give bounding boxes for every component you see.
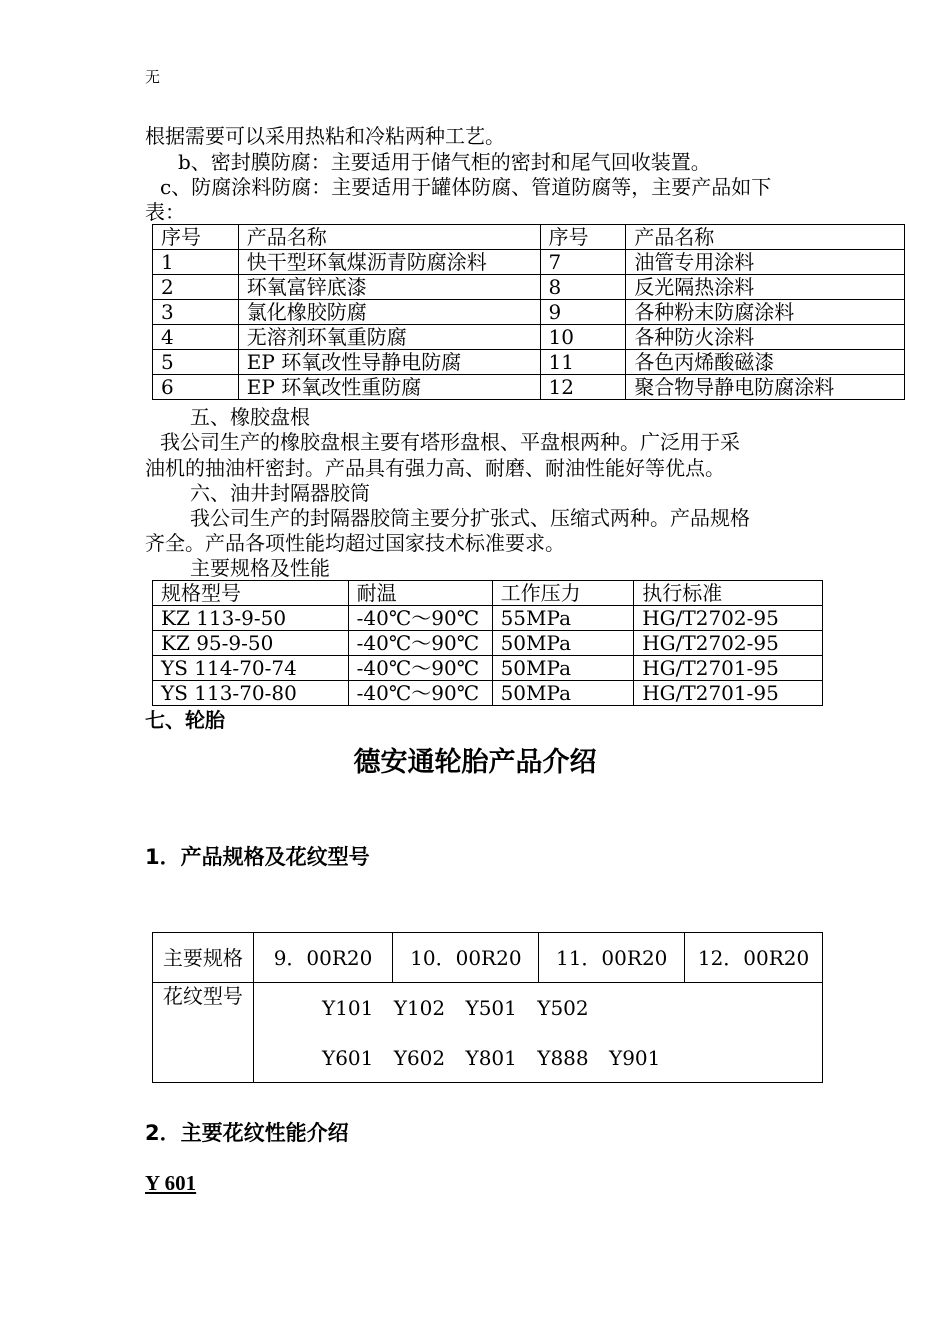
table-cell: YS 113-70-80 — [153, 681, 349, 706]
table-header-cell: 规格型号 — [153, 581, 349, 606]
page-header: 无 — [145, 68, 161, 86]
pattern-item: Y501 — [465, 996, 517, 1020]
pattern-item: Y502 — [537, 996, 589, 1020]
pattern-item: Y601 — [322, 1046, 374, 1070]
table-cell: 各色丙烯酸磁漆 — [626, 350, 905, 375]
table-cell: -40℃～90℃ — [348, 681, 492, 706]
subheading-pattern-performance: 2．主要花纹性能介绍 — [145, 1121, 349, 1145]
table-header-cell: 序号 — [153, 225, 239, 250]
table-cell: 50MPa — [492, 681, 634, 706]
table-cell: 12 — [540, 375, 626, 400]
table-cell: 50MPa — [492, 656, 634, 681]
spec-cell: 11．00R20 — [539, 933, 685, 983]
table-cell: HG/T2701-95 — [634, 681, 823, 706]
pattern-item: Y901 — [609, 1046, 661, 1070]
table-row — [153, 250, 905, 275]
table-header-cell: 产品名称 — [626, 225, 905, 250]
paragraph-packer-rubber-cont: 齐全。产品各项性能均超过国家技术标准要求。 — [145, 531, 565, 555]
table-cell: 氯化橡胶防腐 — [238, 300, 540, 325]
table-cell: EP 环氧改性导静电防腐 — [238, 350, 540, 375]
pattern-list-row-1 — [322, 996, 603, 1020]
packer-spec-table — [152, 580, 823, 706]
table-cell: 无溶剂环氧重防腐 — [238, 325, 540, 350]
table-cell: 各种防火涂料 — [626, 325, 905, 350]
spec-cell: 9．00R20 — [253, 933, 393, 983]
paragraph-coating-intro: c、防腐涂料防腐：主要适用于罐体防腐、管道防腐等，主要产品如下 — [160, 175, 772, 199]
table-header-row — [153, 581, 823, 606]
table-cell: KZ 95-9-50 — [153, 631, 349, 656]
paragraph-rubber-packing-cont: 油机的抽油杆密封。产品具有强力高、耐磨、耐油性能好等优点。 — [145, 456, 725, 480]
table-cell: 2 — [153, 275, 239, 300]
table-header-cell: 执行标准 — [634, 581, 823, 606]
pattern-list-row-2 — [322, 1046, 674, 1070]
coating-products-table — [152, 224, 905, 400]
table-row — [153, 681, 823, 706]
table-cell: 55MPa — [492, 606, 634, 631]
table-cell: 反光隔热涂料 — [626, 275, 905, 300]
table-header-cell: 耐温 — [348, 581, 492, 606]
table-cell: 5 — [153, 350, 239, 375]
table-cell: YS 114-70-74 — [153, 656, 349, 681]
table-cell: 快干型环氧煤沥青防腐涂料 — [238, 250, 540, 275]
table-cell: HG/T2702-95 — [634, 631, 823, 656]
spec-cell: 10．00R20 — [393, 933, 539, 983]
model-heading: Y 601 — [145, 1171, 197, 1195]
table-row — [153, 275, 905, 300]
table-cell: -40℃～90℃ — [348, 656, 492, 681]
table-cell: 7 — [540, 250, 626, 275]
pattern-label-cell: 花纹型号 — [153, 983, 254, 1083]
pattern-item: Y801 — [465, 1046, 517, 1070]
table-cell: HG/T2702-95 — [634, 606, 823, 631]
table-cell: 聚合物导静电防腐涂料 — [626, 375, 905, 400]
table-cell: -40℃～90℃ — [348, 631, 492, 656]
spec-cell: 12．00R20 — [685, 933, 823, 983]
table-cell: 4 — [153, 325, 239, 350]
pattern-item: Y602 — [393, 1046, 446, 1070]
table-row — [153, 300, 905, 325]
page-title: 德安通轮胎产品介绍 — [353, 747, 597, 778]
paragraph-hot-cold-bonding: 根据需要可以采用热粘和冷粘两种工艺。 — [145, 124, 505, 148]
pattern-item: Y101 — [322, 996, 374, 1020]
table-cell: 各种粉末防腐涂料 — [626, 300, 905, 325]
paragraph-packer-rubber: 我公司生产的封隔器胶筒主要分扩张式、压缩式两种。产品规格 — [190, 506, 750, 530]
table-cell: 9 — [540, 300, 626, 325]
section-heading-packer-rubber: 六、油井封隔器胶筒 — [190, 481, 370, 505]
table-row — [153, 375, 905, 400]
table-cell: 11 — [540, 350, 626, 375]
table-cell: 6 — [153, 375, 239, 400]
pattern-item: Y102 — [393, 996, 446, 1020]
table-cell: 环氧富锌底漆 — [238, 275, 540, 300]
table-cell: 10 — [540, 325, 626, 350]
table-row — [153, 350, 905, 375]
table-cell: HG/T2701-95 — [634, 656, 823, 681]
spec-label-cell: 主要规格 — [153, 933, 254, 983]
section-heading-rubber-packing: 五、橡胶盘根 — [190, 405, 310, 429]
table-row — [153, 933, 823, 983]
table-cell: EP 环氧改性重防腐 — [238, 375, 540, 400]
table-header-cell: 序号 — [540, 225, 626, 250]
table-cell: 1 — [153, 250, 239, 275]
table-cell: KZ 113-9-50 — [153, 606, 349, 631]
table-header-cell: 工作压力 — [492, 581, 634, 606]
spec-heading: 主要规格及性能 — [190, 556, 330, 580]
table-row — [153, 606, 823, 631]
table-cell: -40℃～90℃ — [348, 606, 492, 631]
section-heading-tires: 七、轮胎 — [145, 708, 225, 732]
table-cell: 50MPa — [492, 631, 634, 656]
subheading-specs-patterns: 1．产品规格及花纹型号 — [145, 845, 370, 869]
table-cell: 8 — [540, 275, 626, 300]
paragraph-sealing-film: b、密封膜防腐：主要适用于储气柜的密封和尾气回收装置。 — [178, 150, 711, 174]
paragraph-coating-intro-cont: 表： — [145, 200, 185, 224]
table-row — [153, 631, 823, 656]
table-row — [153, 325, 905, 350]
table-header-row — [153, 225, 905, 250]
pattern-item: Y888 — [537, 1046, 589, 1070]
table-cell: 3 — [153, 300, 239, 325]
table-header-cell: 产品名称 — [238, 225, 540, 250]
table-row — [153, 656, 823, 681]
table-cell: 油管专用涂料 — [626, 250, 905, 275]
paragraph-rubber-packing: 我公司生产的橡胶盘根主要有塔形盘根、平盘根两种。广泛用于采 — [160, 430, 740, 454]
